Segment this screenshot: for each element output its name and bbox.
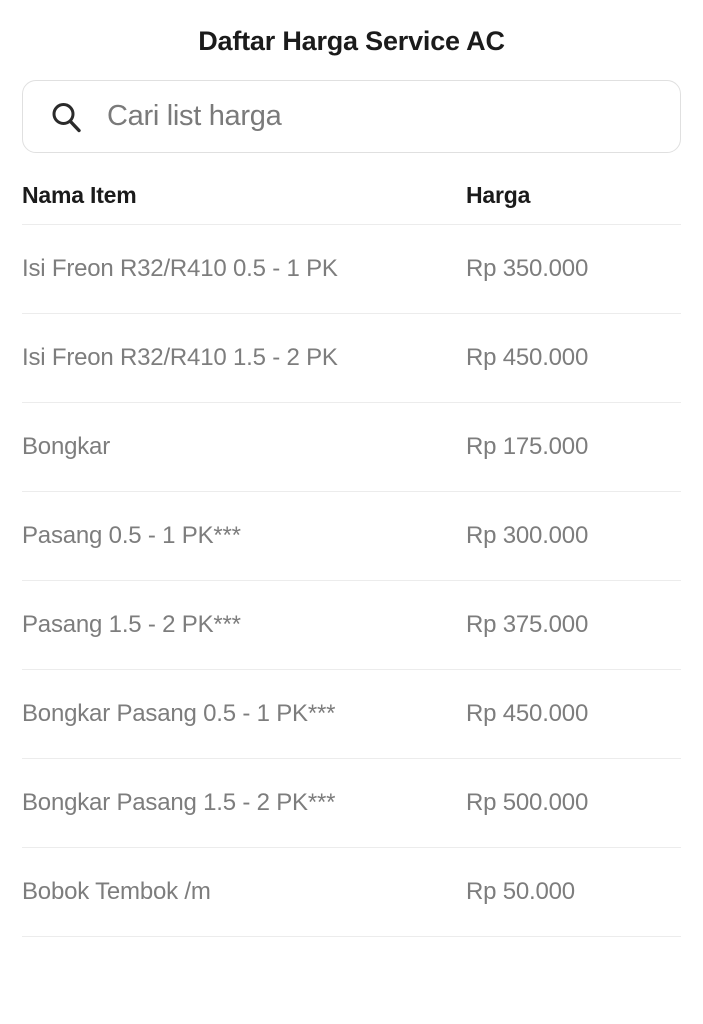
- item-name: Bongkar: [22, 433, 110, 460]
- item-price: Rp 375.000: [466, 611, 589, 638]
- page-title: Daftar Harga Service AC: [198, 26, 505, 56]
- table-row[interactable]: [22, 759, 681, 848]
- table-row[interactable]: [22, 403, 681, 492]
- table-row[interactable]: [22, 314, 681, 403]
- item-price: Rp 50.000: [466, 878, 575, 905]
- item-price: Rp 450.000: [466, 344, 589, 371]
- item-name: Pasang 0.5 - 1 PK***: [22, 522, 241, 549]
- table-row[interactable]: [22, 581, 681, 670]
- item-price: Rp 300.000: [466, 522, 589, 549]
- table-row[interactable]: [22, 670, 681, 759]
- column-header-price: Harga: [466, 182, 531, 208]
- search-icon: [49, 100, 83, 134]
- item-name: Bongkar Pasang 1.5 - 2 PK***: [22, 789, 336, 816]
- table-header-row: [22, 167, 681, 225]
- item-name: Pasang 1.5 - 2 PK***: [22, 611, 241, 638]
- item-price: Rp 450.000: [466, 700, 589, 727]
- item-price: Rp 350.000: [466, 255, 589, 282]
- search-input[interactable]: [105, 99, 654, 134]
- table-row[interactable]: [22, 848, 681, 937]
- table-row[interactable]: [22, 492, 681, 581]
- price-table: [22, 167, 681, 937]
- item-price: Rp 175.000: [466, 433, 589, 460]
- search-bar[interactable]: [22, 80, 681, 153]
- item-name: Isi Freon R32/R410 1.5 - 2 PK: [22, 344, 338, 371]
- item-name: Isi Freon R32/R410 0.5 - 1 PK: [22, 255, 338, 282]
- item-name: Bongkar Pasang 0.5 - 1 PK***: [22, 700, 336, 727]
- column-header-name: Nama Item: [22, 182, 137, 208]
- item-name: Bobok Tembok /m: [22, 878, 211, 905]
- table-row[interactable]: [22, 225, 681, 314]
- item-price: Rp 500.000: [466, 789, 589, 816]
